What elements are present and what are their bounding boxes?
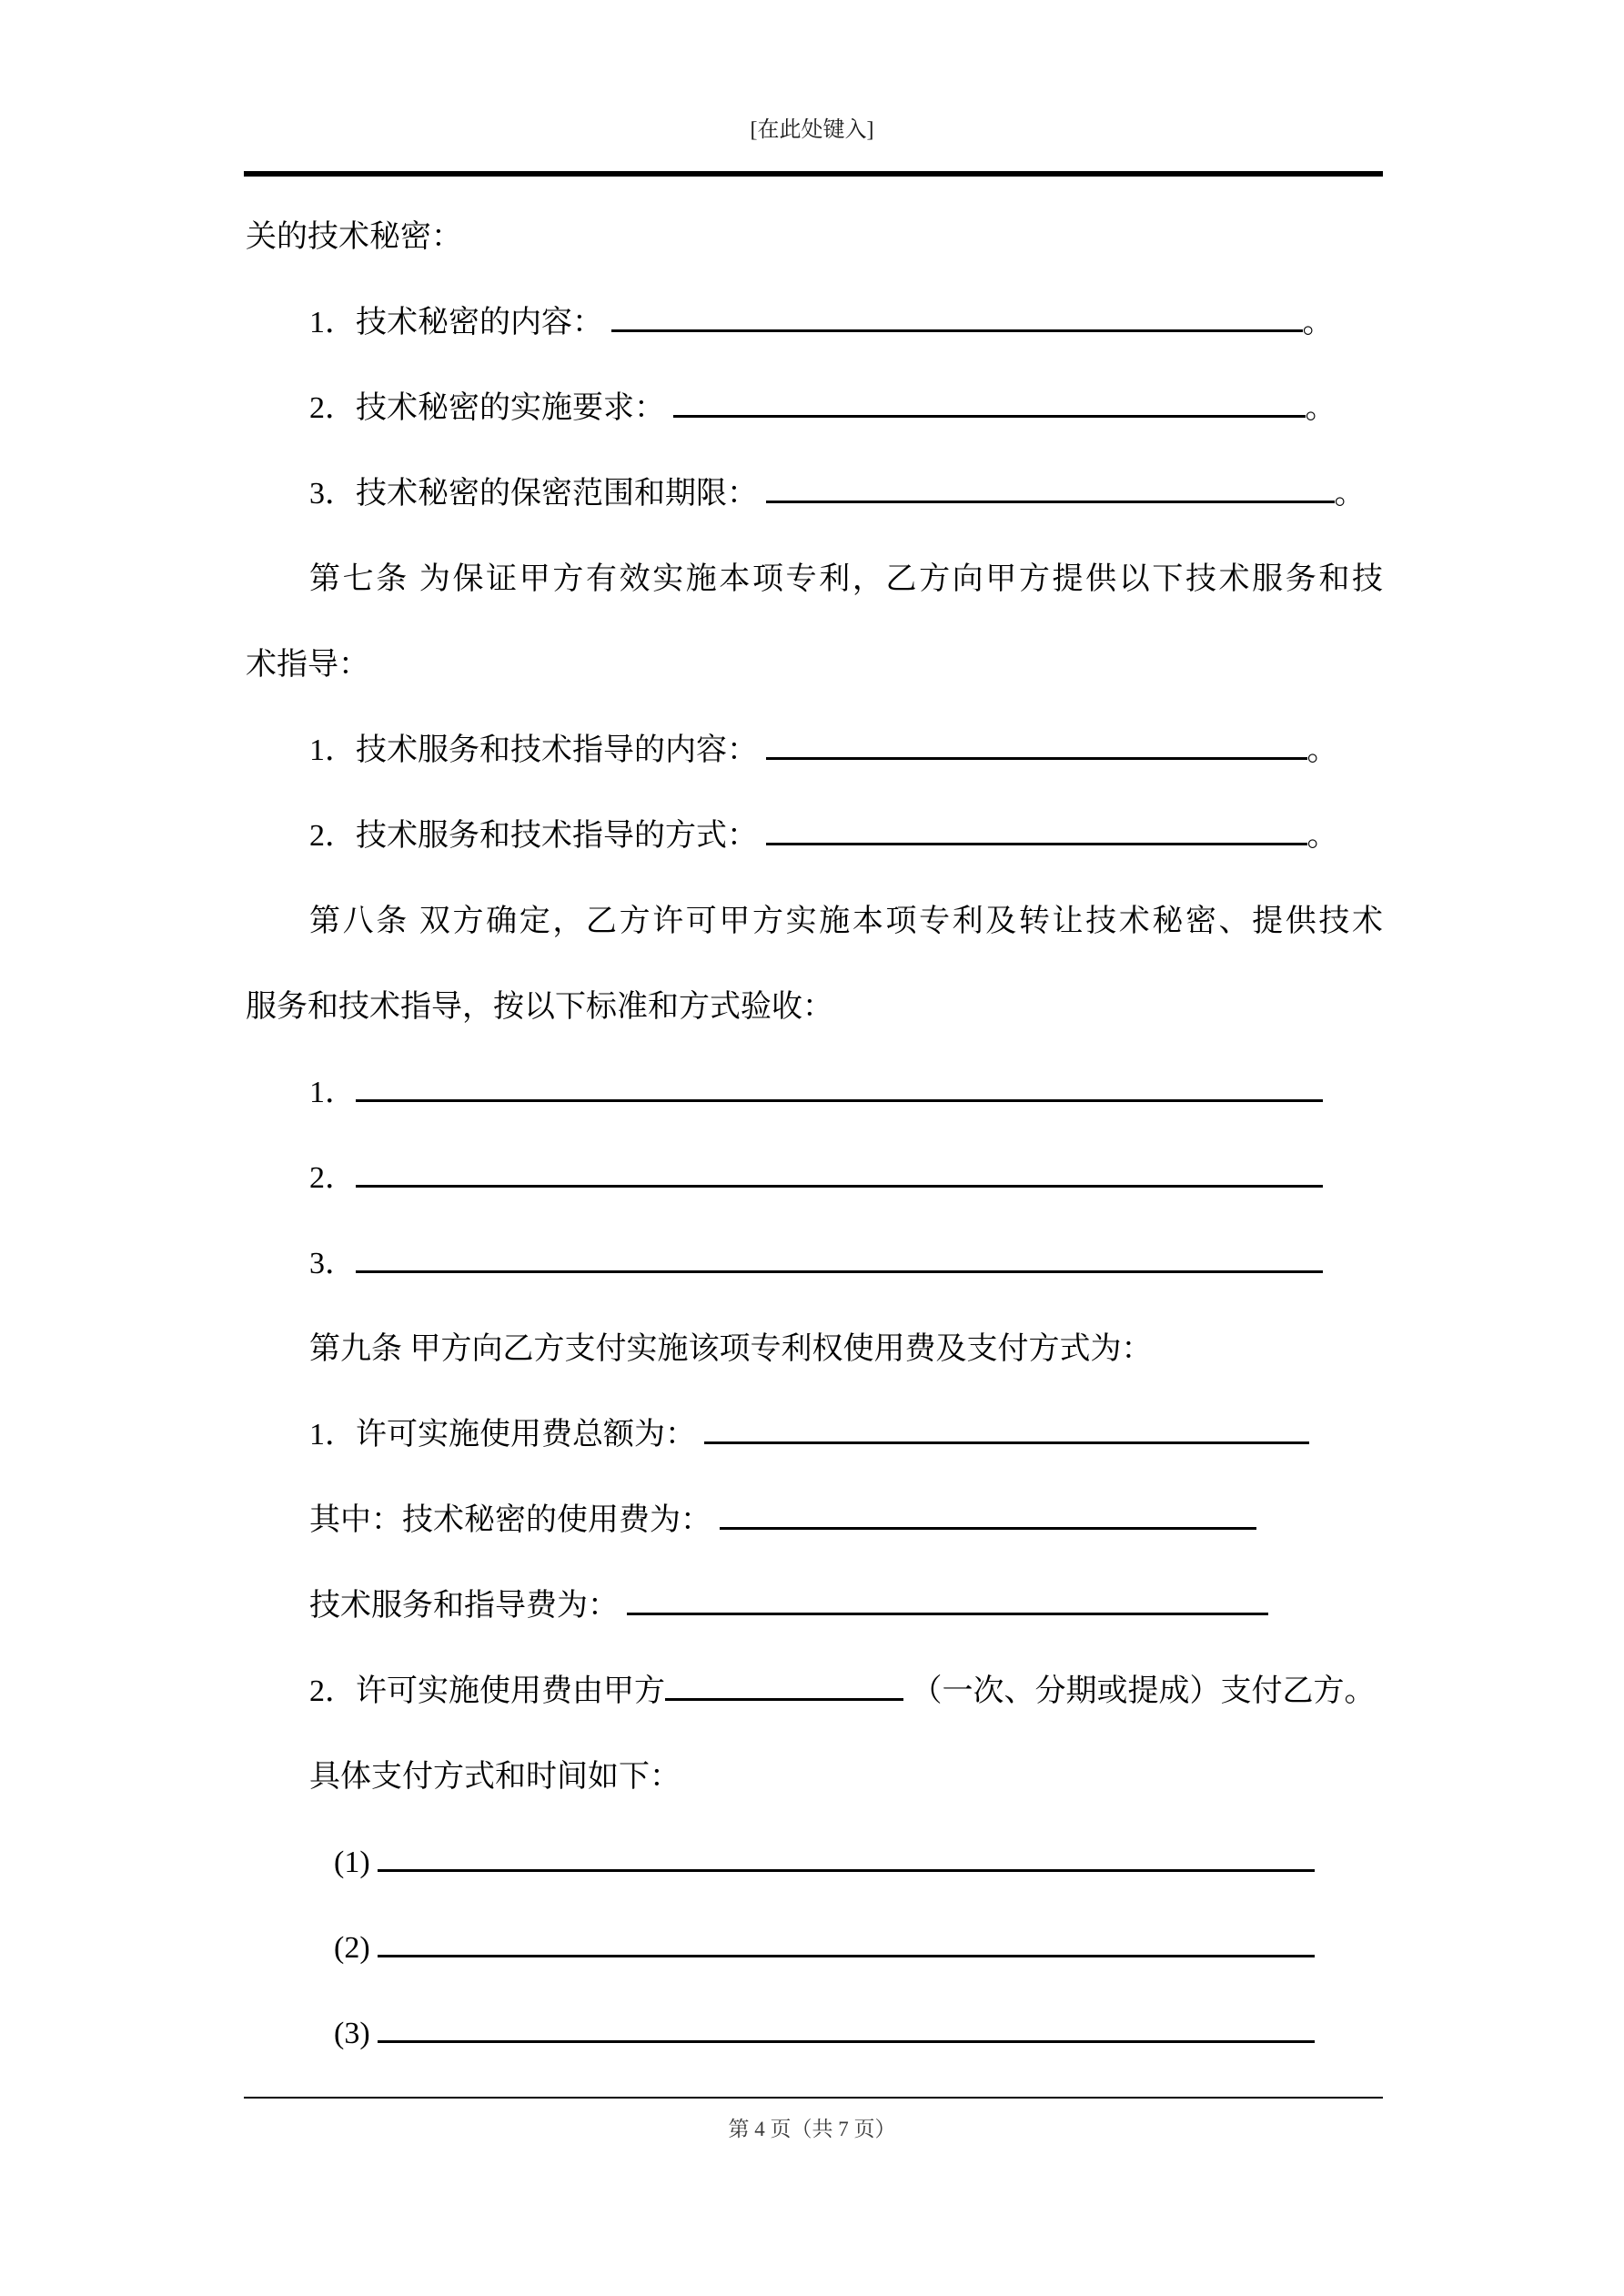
- text-run: 2．许可实施使用费由甲方: [309, 1674, 665, 1708]
- clause-6-item-3: [246, 451, 1383, 537]
- text-run: 第七条 为保证甲方有效实施本项专利，乙方向甲方提供以下技术服务和技: [309, 562, 1383, 596]
- fill-in-blank[interactable]: [378, 1927, 1315, 1957]
- fill-in-blank[interactable]: [665, 1671, 903, 1701]
- clause-9-heading: [246, 1307, 1383, 1392]
- document-body: [246, 177, 1383, 2077]
- payment-schedule-item-2: [246, 1906, 1383, 1991]
- payment-schedule-heading: [246, 1735, 1383, 1820]
- fill-in-blank[interactable]: [356, 1072, 1323, 1102]
- fill-in-blank[interactable]: [704, 1414, 1309, 1444]
- text-run: 关的技术秘密：: [246, 220, 462, 254]
- text-run: 1．技术秘密的内容：: [309, 306, 611, 339]
- text-run: 。: [1305, 391, 1337, 425]
- clause-8-line-1: [246, 879, 1383, 965]
- clause-8-item-2: [246, 1136, 1383, 1221]
- clause-8-line-2: [246, 965, 1383, 1050]
- text-run: 。: [1306, 819, 1338, 853]
- clause-9-item-2: [246, 1649, 1383, 1735]
- clause-9-secret-fee-line: [246, 1478, 1383, 1563]
- page-header: [0, 0, 1624, 177]
- text-run: 其中：技术秘密的使用费为：: [309, 1503, 720, 1537]
- text-run: 1．技术服务和技术指导的内容：: [309, 733, 766, 767]
- fill-in-blank[interactable]: [673, 388, 1306, 418]
- footer-rule: [244, 2097, 1383, 2099]
- text-run: 服务和技术指导，按以下标准和方式验收：: [246, 990, 833, 1024]
- text-run: 2．技术服务和技术指导的方式：: [309, 819, 766, 853]
- page-number: 第 4 页（共 7 页）: [728, 2118, 896, 2140]
- fill-in-blank[interactable]: [720, 1500, 1256, 1530]
- text-run: 。: [1334, 477, 1366, 511]
- text-run: 1．许可实施使用费总额为：: [309, 1418, 704, 1451]
- fill-in-blank[interactable]: [378, 1842, 1315, 1872]
- text-run: (1): [334, 1846, 378, 1879]
- fill-in-blank[interactable]: [378, 2013, 1315, 2043]
- clause-7-item-1: [246, 708, 1383, 794]
- payment-schedule-item-3: [246, 1991, 1383, 2077]
- fill-in-blank[interactable]: [627, 1585, 1268, 1615]
- text-run: 。: [1302, 306, 1334, 339]
- text-run: 术指导：: [246, 648, 369, 682]
- clause-6-item-1: [246, 280, 1383, 366]
- fill-in-blank[interactable]: [766, 730, 1307, 760]
- text-run: 第八条 双方确定，乙方许可甲方实施本项专利及转让技术秘密、提供技术: [309, 905, 1383, 938]
- fill-in-blank[interactable]: [766, 815, 1307, 845]
- clause-8-item-3: [246, 1221, 1383, 1307]
- fill-in-blank[interactable]: [766, 473, 1335, 503]
- clause-7-line-1: [246, 537, 1383, 622]
- text-run: 3．技术秘密的保密范围和期限：: [309, 477, 766, 511]
- clause-7-item-2: [246, 794, 1383, 879]
- fill-in-blank[interactable]: [356, 1158, 1323, 1188]
- fill-in-blank[interactable]: [356, 1243, 1323, 1273]
- clause-6-tail-line: [246, 195, 1383, 280]
- header-placeholder[interactable]: [在此处键入]: [750, 118, 874, 142]
- text-run: 第九条 甲方向乙方支付实施该项专利权使用费及支付方式为：: [309, 1332, 1153, 1366]
- text-run: (3): [334, 2017, 378, 2050]
- fill-in-blank[interactable]: [611, 302, 1303, 332]
- text-run: (2): [334, 1931, 378, 1965]
- text-run: 。: [1306, 733, 1338, 767]
- clause-7-line-2: [246, 622, 1383, 708]
- text-run: 1．: [309, 1076, 356, 1109]
- clause-9-service-fee-line: [246, 1563, 1383, 1649]
- clause-8-item-1: [246, 1050, 1383, 1136]
- text-run: 具体支付方式和时间如下：: [309, 1760, 681, 1794]
- text-run: 技术服务和指导费为：: [309, 1589, 627, 1623]
- text-run: （一次、分期或提成）支付乙方。: [903, 1674, 1376, 1708]
- clause-6-item-2: [246, 366, 1383, 451]
- clause-9-item-1: [246, 1392, 1383, 1478]
- text-run: 2．技术秘密的实施要求：: [309, 391, 673, 425]
- text-run: 3．: [309, 1247, 356, 1280]
- text-run: 2．: [309, 1161, 356, 1195]
- payment-schedule-item-1: [246, 1820, 1383, 1906]
- page-footer: [0, 2097, 1624, 2144]
